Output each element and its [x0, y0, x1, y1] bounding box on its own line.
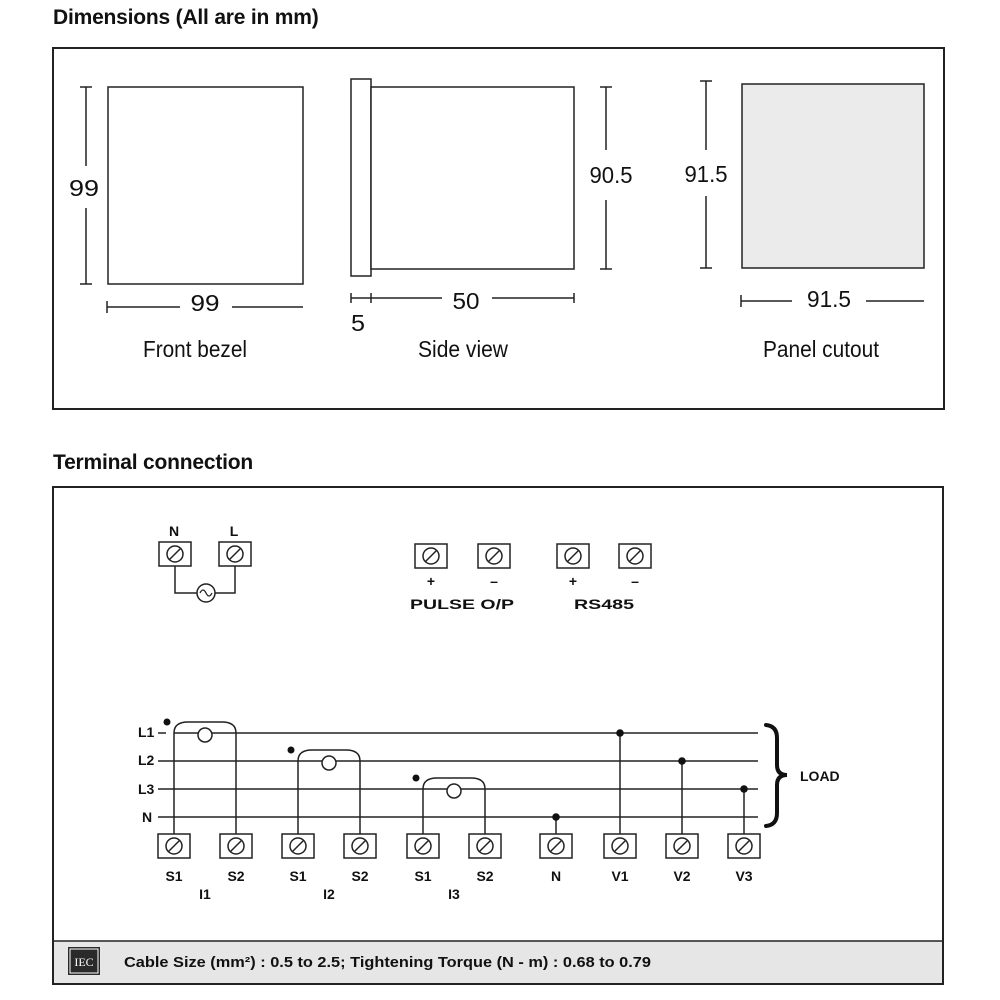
terminal-label: S1 — [414, 868, 432, 884]
front-bezel-drawing — [80, 87, 303, 313]
side-depth-front-label: 5 — [351, 310, 365, 336]
terminal-label: S2 — [351, 868, 369, 884]
terminal-label: S2 — [476, 868, 494, 884]
supply-n-label: N — [168, 523, 180, 539]
front-height-label: 99 — [69, 175, 99, 201]
cutout-width-label: 91.5 — [807, 286, 851, 312]
ct-label-i1: I1 — [199, 886, 211, 902]
side-view-drawing — [351, 79, 612, 303]
footer-text: Cable Size (mm²) : 0.5 to 2.5; Tightening Torque (N - m) : 0.68 to 0.79 — [124, 955, 651, 971]
terminal-label: V1 — [611, 868, 629, 884]
ct-label-i2: I2 — [323, 886, 335, 902]
line-label-l3: L3 — [138, 781, 155, 797]
rs485-plus: + — [568, 573, 578, 589]
iec-logo-text: IEC — [74, 955, 94, 969]
front-width-label: 99 — [190, 290, 220, 316]
front-bezel-caption: Front bezel — [143, 336, 247, 362]
load-label: LOAD — [800, 768, 840, 784]
side-depth-body-label: 50 — [452, 288, 480, 314]
rs485-minus: – — [631, 573, 639, 589]
supply-l-label: L — [229, 523, 239, 539]
terminal-label: S1 — [165, 868, 183, 884]
line-label-n: N — [142, 809, 153, 825]
line-label-l2: L2 — [138, 752, 155, 768]
terminal-label: S2 — [227, 868, 245, 884]
ct-label-i3: I3 — [448, 886, 460, 902]
pulse-label: PULSE O/P — [410, 596, 514, 612]
terminal-label: V2 — [673, 868, 691, 884]
terminal-label: N — [550, 868, 562, 884]
pulse-plus: + — [426, 573, 436, 589]
dimensions-title: Dimensions (All are in mm) — [53, 6, 319, 29]
side-height-label: 90.5 — [589, 162, 633, 188]
rs485-label: RS485 — [574, 596, 635, 612]
cutout-height-label: 91.5 — [684, 161, 728, 187]
terminal-title: Terminal connection — [53, 451, 254, 474]
panel-cutout-caption: Panel cutout — [763, 336, 880, 362]
side-view-caption: Side view — [418, 336, 509, 362]
terminal-label: V3 — [735, 868, 753, 884]
pulse-minus: – — [490, 573, 498, 589]
terminal-label: S1 — [289, 868, 307, 884]
line-label-l1: L1 — [138, 724, 155, 740]
